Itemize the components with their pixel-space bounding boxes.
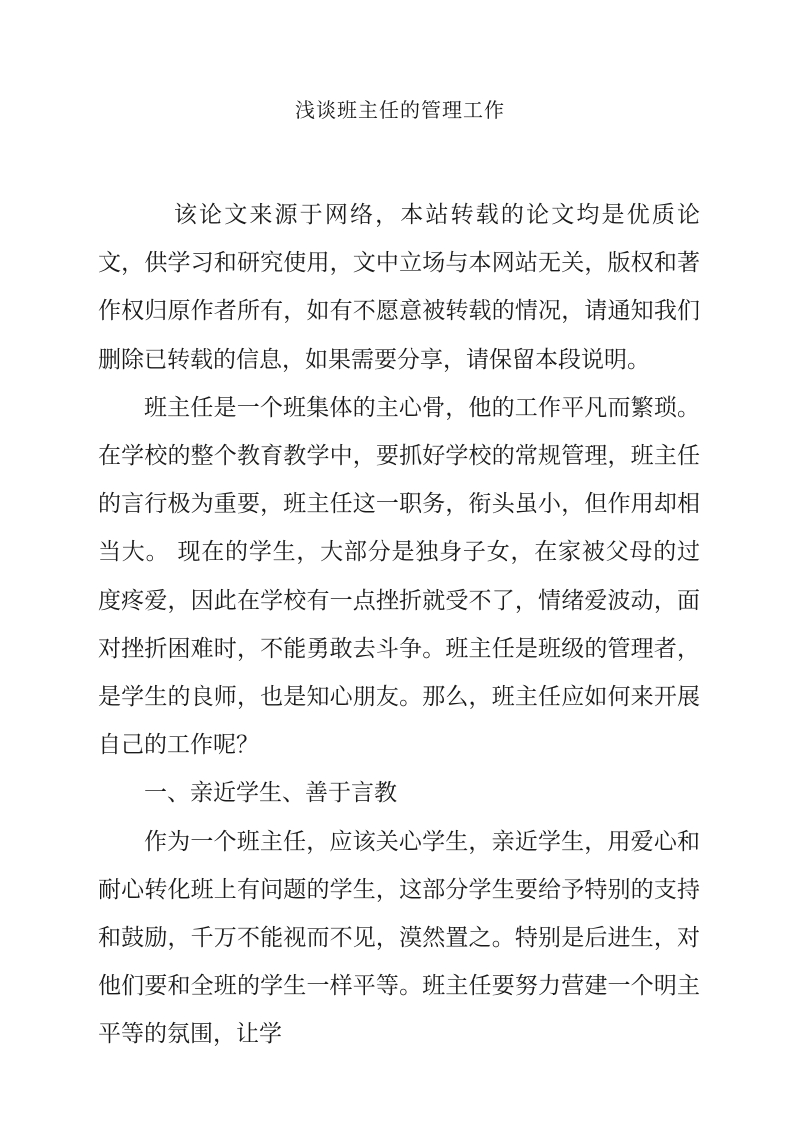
paragraph-disclaimer: 该论文来源于网络，本站转载的论文均是优质论文，供学习和研究使用，文中立场与本网站无关，版权和著作权归原作者所有，如有不愿意被转载的情况，请通知我们删除已转载的信息，如果需要分享，请保留本段说明。 [98, 202, 700, 373]
document-title: 浅谈班主任的管理工作 [295, 98, 505, 122]
paragraph-intro: 班主任是一个班集体的主心骨，他的工作平凡而繁琐。在学校的整个教育教学中，要抓好学校的常规管理，班主任的言行极为重要，班主任这一职务，衔头虽小，但作用却相当大。 现在的学生，大部分是独身子女，在家被父母的过度疼爱，因此在学校有一点挫折就受不了，情绪爱波动，面对挫折困难时，不能勇敢去斗争。班主任是班级的管理者，是学生的良师，也是知心朋友。那么，班主任应如何来开展自己的工作呢？ [98, 394, 700, 759]
document-body [98, 191, 700, 1059]
section-heading: 一、亲近学生、善于言教 [144, 780, 397, 807]
paragraph-section-one: 作为一个班主任，应该关心学生，亲近学生，用爱心和耐心转化班上有问题的学生，这部分学生要给予特别的支持和鼓励，千万不能视而不见，漠然置之。特别是后进生，对他们要和全班的学生一样平等。班主任要努力营建一个明主平等的氛围，让学 [98, 828, 700, 1048]
